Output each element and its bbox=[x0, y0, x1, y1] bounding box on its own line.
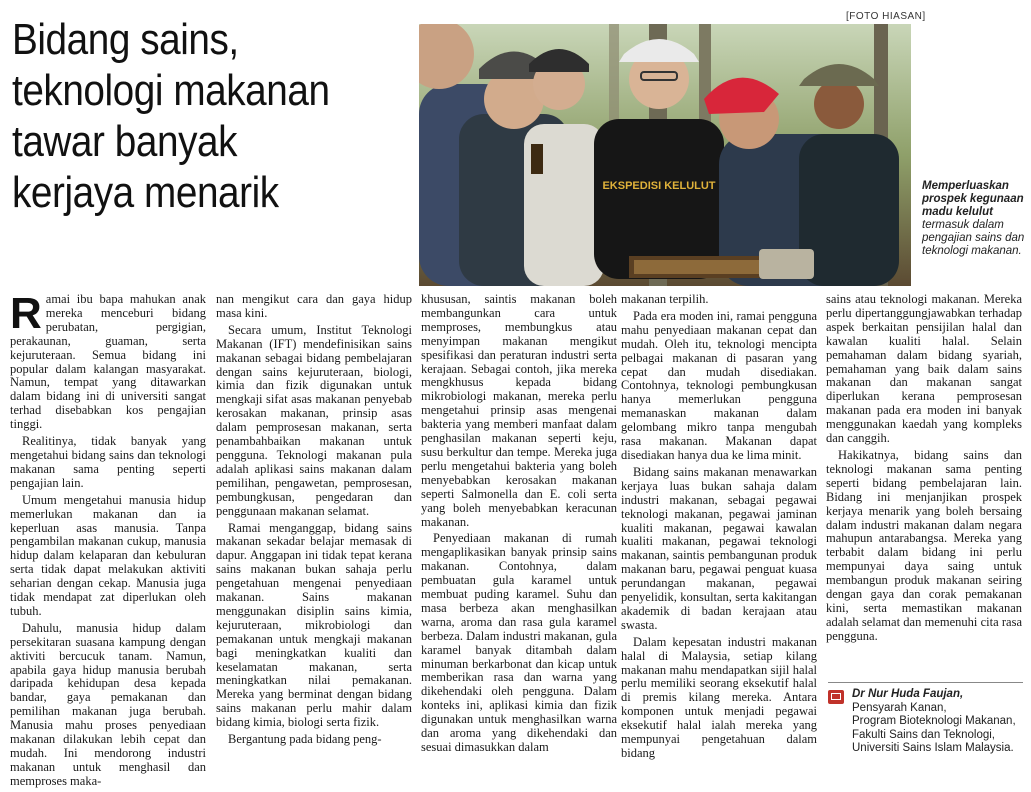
paragraph: nan mengikut cara dan gaya hidup masa kini. bbox=[216, 292, 412, 320]
paragraph: Penyediaan makanan di rumah mengaplikasikan banyak prinsip sains makanan. Contohnya, dalam pembuatan gula karamel untuk membuat puding karamel. Suhu dan masa berbeza akan menghasilkan warna, aroma dan rasa gula karamel berbeza. Dalam industri makanan, gula karamel banyak ditambah dalam minuman berkarbonat dan kicap untuk memberikan rasa dan warna yang dikehendaki oleh pengguna. Dalam konteks ini, aplikasi kimia dan fizik digunakan untuk menghasilkan warna dan aroma yang dikehendaki dan sesuai dimasukkan dalam bbox=[421, 531, 617, 754]
paragraph: Bidang sains makanan menawarkan kerjaya luas bukan sahaja dalam industri makanan, sebagai pegawai teknologi makanan, pegawai jaminan kualiti makanan, pegawai kawalan kualiti makanan, pegawai teknologi makanan, saintis pembangunan produk makanan baru, pegawai penguat kuasa perundangan makanan, pegawai penyelidik, konsultan, serta kakitangan akademik di badan kerajaan atau swasta. bbox=[621, 464, 817, 632]
article-column-4 bbox=[621, 293, 817, 764]
article-column-1 bbox=[10, 289, 206, 792]
shirt-text: EKSPEDISI KELULUT bbox=[602, 180, 716, 192]
paragraph: Realitinya, tidak banyak yang mengetahui bidang sains dan teknologi makanan sama penting seperti pengajian lain. bbox=[10, 434, 206, 490]
article-column-3 bbox=[421, 293, 617, 758]
paragraph: Secara umum, Institut Teknologi Makanan (IFT) mendefinisikan sains makanan sebagai bidang pembelajaran dengan sains kejuruteraan, biologi, kimia dan fizik digunakan untuk mengkaji sifat asas makanan penyebab kerosakan makanan, prinsip asas dalam pemprosesan makanan, serta penambahbaikan makanan untuk pengguna. Teknologi makanan pula adalah aplikasi sains makanan dalam pemilihan, pengawetan, pemprosesan, pembungkusan, pengedaran dan penggunaan makanan selamat. bbox=[216, 322, 412, 518]
author-program: Program Bioteknologi Makanan, bbox=[852, 715, 1016, 727]
paragraph: khususan, saintis makanan boleh membangunkan cara untuk memproses, membungkus atau menyimpan makanan mengikut spesifikasi dan peraturan industri serta kerajaan. Sebagai contoh, jika mereka mengkhusus kepada bidang mikrobiologi makanan, mereka perlu mengetahui prinsip asas mengenai bakteria yang memberi manfaat dalam penghasilan makanan seperti keju, susu berkultur dan tempe. Mereka juga perlu mengetahui bakteria yang boleh menyebabkan kerosakan makanan seperti Salmonella dan E. coli serta yang boleh menyebabkan keracunan makanan. bbox=[421, 292, 617, 529]
drop-cap: R bbox=[10, 289, 42, 338]
paragraph: Ramai ibu bapa mahukan anak mereka menceburi bidang perubatan, pergigian, perakaunan, guaman, serta kejuruteraan. Semua bidang ini popular dalam kalangan masyarakat. Namun, tempat yang ditawarkan dalam bidang ini di universiti sangat terhad disebabkan kos pengajian tinggi. bbox=[10, 289, 206, 432]
article-photo bbox=[419, 24, 911, 286]
author-divider bbox=[828, 682, 1023, 683]
author-block bbox=[828, 688, 1023, 756]
paragraph: sains atau teknologi makanan. Mereka perlu dipertanggungjawabkan terhadap aspek berkaitan pensijilan halal dan kawalan kualiti halal. Selain pemahaman dalam bidang syariah, pemahaman yang baik dalam sains makanan dan makanan sangat diperlukan kerana pemprosesan makanan pada era moden ini banyak menggunakan kaedah yang kompleks dan canggih. bbox=[826, 292, 1022, 446]
author-title: Pensyarah Kanan, bbox=[852, 701, 947, 714]
photo-illustration bbox=[419, 24, 911, 286]
email-icon bbox=[828, 690, 844, 704]
paragraph: Umum mengetahui manusia hidup memerlukan makanan dan ia keperluan asas manusia. Tanpa pengambilan makanan cukup, manusia hidup dalam kelaparan dan kebuluran serta tidak dapat melakukan aktiviti seharian dengan cekap. Manusia juga tidak mendapat zat diperlukan oleh tubuh. bbox=[10, 492, 206, 618]
paragraph: Dalam kepesatan industri makanan halal di Malaysia, setiap kilang makanan mahu mendapatkan sijil halal perlu memiliki seorang eksekutif halal di premis kilang mereka. Antara komponen untuk menjadi pegawai eksekutif halal ialah mereka yang mempunyai pengetahuan dalam bidang bbox=[621, 634, 817, 760]
paragraph: Ramai menganggap, bidang sains makanan sekadar belajar memasak di dapur. Anggapan ini tidak tepat kerana sains makanan bukan sahaja perlu pengetahuan mengenai penyediaan makanan. Sains makanan menggunakan disiplin sains kimia, kejuruteraan, mikrobiologi dan pemakanan untuk mengkaji makanan bagi meningkatkan kualiti dan keselamatan makanan, serta meningkatkan nilai pemakanan. Mereka yang berminat dengan bidang sains makanan perlu mahir dalam bidang kimia, biologi serta fizik. bbox=[216, 520, 412, 730]
headline-line-3: tawar banyak bbox=[12, 117, 238, 166]
article-column-5 bbox=[826, 293, 1022, 647]
paragraph: Hakikatnya, bidang sains dan teknologi makanan sama penting seperti bidang pembelajaran lain. Bidang ini menjanjikan prospek kerjaya menarik yang boleh bersaing dalam industri makanan dalam negara mahupun antarabangsa. Mereka yang terbabit dalam bidang ini perlu mempunyai daya saing untuk membangun produk makanan seiring dengan gaya dan corak pemakanan kini, serta memastikan makanan adalah selamat dan memenuhi cita rasa pengguna. bbox=[826, 447, 1022, 643]
author-university: Universiti Sains Islam Malaysia. bbox=[852, 742, 1014, 754]
article-column-2 bbox=[216, 293, 412, 750]
photo-credit: [FOTO HIASAN] bbox=[846, 11, 926, 22]
paragraph: Dahulu, manusia hidup dalam persekitaran suasana kampung dengan aktiviti bercucuk tanam. Namun, apabila gaya hidup manusia berubah daripada kehidupan desa kepada bandar, gaya pemakanan dan pemilihan makanan juga berubah. Manusia mahu proses penyediaan makanan dilakukan lebih cepat dan mudah. Ini mendorong industri makanan untuk menghasil dan memproses maka- bbox=[10, 620, 206, 788]
paragraph: Bergantung pada bidang peng- bbox=[228, 732, 382, 747]
author-name: Dr Nur Huda Faujan, bbox=[852, 688, 964, 700]
headline-line-2: teknologi makanan bbox=[12, 66, 330, 115]
headline bbox=[12, 14, 360, 218]
headline-line-4: kerjaya menarik bbox=[12, 168, 279, 217]
photo-caption bbox=[922, 180, 1027, 258]
headline-line-1: Bidang sains, bbox=[12, 15, 239, 64]
author-faculty: Fakulti Sains dan Teknologi, bbox=[852, 728, 995, 741]
paragraph: makanan terpilih. bbox=[621, 292, 709, 306]
caption-bold: Memperluaskan prospek kegunaan madu kelulut bbox=[922, 180, 1024, 218]
paragraph: Pada era moden ini, ramai pengguna mahu penyediaan makanan cepat dan mudah. Oleh itu, teknologi mencipta pelbagai makanan di pasaran yang cepat dan mudah disediakan. Contohnya, teknologi pembungkusan hanya memerlukan pengguna memanaskan makanan dalam gelombang mikro tanpa mengubah rasa makanan. Makanan dapat disediakan hanya dua ke lima minit. bbox=[621, 308, 817, 462]
caption-rest: termasuk dalam pengajian sains dan teknologi makanan. bbox=[922, 219, 1025, 257]
